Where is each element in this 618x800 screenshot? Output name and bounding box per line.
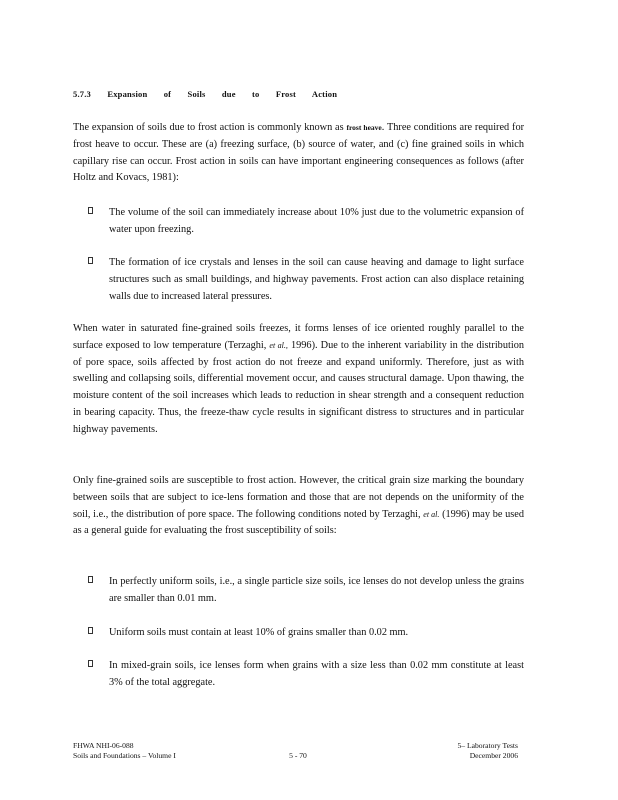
term-frost-heave: frost heave bbox=[346, 123, 382, 132]
list-item-text: The volume of the soil can immediately increase about 10% just due to the volumetric expansion of water upon freezing. bbox=[109, 207, 524, 235]
footer-chapter: 5– Laboratory Tests bbox=[457, 741, 518, 750]
paragraph-grain-size bbox=[73, 473, 524, 540]
para1-text-a: The expansion of soils due to frost action is commonly known as bbox=[73, 122, 344, 133]
para3-text-a: Only fine-grained soils are susceptible to frost action. However, the critical grain size marking the boundary between soils that are subject to ice-lens formation and those that are not depends on the uniformity of the soil, i.e., the distribution of pore space. The following conditions noted by Terzaghi, bbox=[73, 475, 524, 520]
footer-date: December 2006 bbox=[469, 751, 518, 760]
et-al-citation: et al., bbox=[269, 340, 288, 350]
bullet-icon bbox=[88, 257, 93, 264]
list-item-text: The formation of ice crystals and lenses in the soil can cause heaving and damage to light surface structures such as small buildings, and highway pavements. Frost action can also displace retaining walls due to increased lateral pressures. bbox=[109, 257, 524, 302]
para2-text-b: 1996). Due to the inherent variability in the distribution of pore space, soils affected by frost action do not freeze and expand uniformly. Therefore, just as with swelling and collapsing soils, differential movement occur, and causes structural damage. Upon thawing, the moisture content of the soil increases which leads to reduction in shear strength and a consequent reduction in bearing capacity. Thus, the freeze-thaw cycle results in significant distress to structures and in particular highway pavements. bbox=[73, 339, 524, 435]
section-heading: 5.7.3 Expansion of Soils due to Frost Action bbox=[73, 89, 338, 99]
page-number: 5 - 70 bbox=[289, 751, 307, 760]
bullet-icon bbox=[88, 207, 93, 214]
footer-report-number: FHWA NHI-06-088 bbox=[73, 741, 134, 750]
footer-right bbox=[400, 741, 518, 761]
bullet-icon bbox=[88, 660, 93, 667]
footer-left bbox=[73, 741, 273, 761]
list-item-text: Uniform soils must contain at least 10% of grains smaller than 0.02 mm. bbox=[109, 627, 409, 638]
para2-text-a: When water in saturated fine-grained soils freezes, it forms lenses of ice oriented roughly parallel to the surface exposed to low temperature (Terzaghi, bbox=[73, 323, 524, 351]
para1-text-b: . Three conditions are required for frost heave to occur. These are (a) freezing surface, (b) source of water, and (c) fine grained soils in which capillary rise can occur. Frost action in soils can have important engineering consequences as follows (after Holtz and Kovacs, 1981): bbox=[73, 122, 525, 184]
bullet-icon bbox=[88, 627, 93, 634]
list-item-text: In perfectly uniform soils, i.e., a single particle size soils, ice lenses do not develop unless the grains are smaller than 0.01 mm. bbox=[109, 576, 524, 604]
bullet-icon bbox=[88, 576, 93, 583]
list-item-text: In mixed-grain soils, ice lenses form when grains with a size less than 0.02 mm constitute at least 3% of the total aggregate. bbox=[109, 660, 524, 688]
para3-text-b: (1996) may be used as a general guide for evaluating the frost susceptibility of soils: bbox=[73, 508, 524, 537]
paragraph-frost-intro bbox=[73, 120, 524, 187]
et-al-citation: et al. bbox=[423, 509, 440, 519]
footer-manual-title: Soils and Foundations – Volume I bbox=[73, 751, 176, 760]
paragraph-ice-lenses bbox=[73, 321, 524, 439]
